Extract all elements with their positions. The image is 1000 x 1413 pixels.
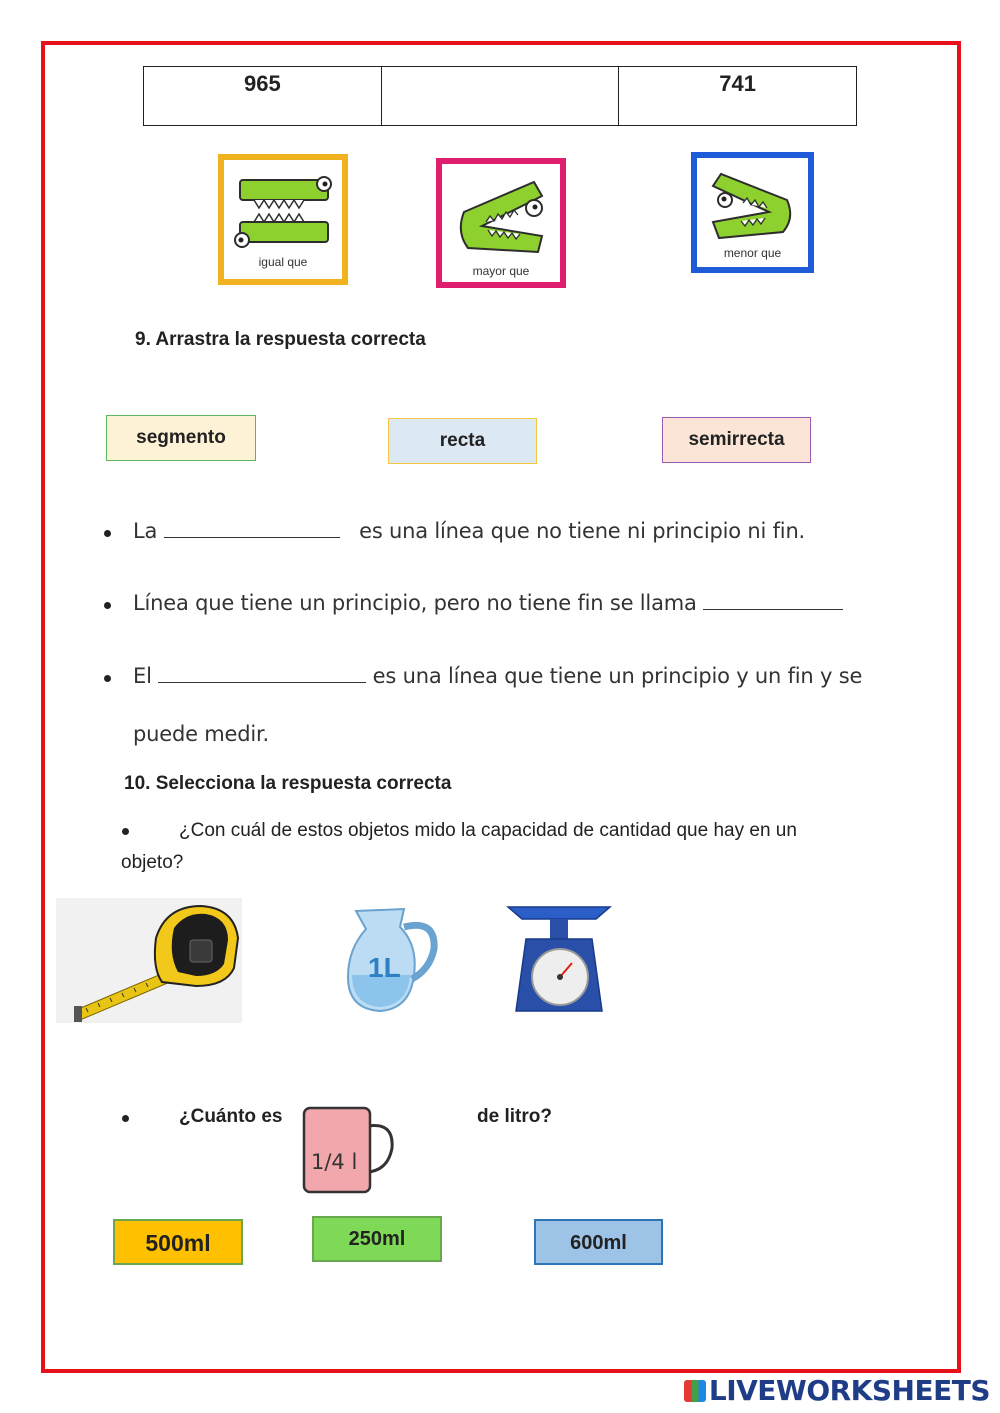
sentence-text: El (133, 664, 152, 688)
liveworksheets-logo (684, 1374, 990, 1407)
right-number: 741 (619, 67, 857, 126)
sentence-3-continuation: puede medir. (133, 722, 270, 746)
bullet (122, 1115, 129, 1122)
drag-option-semirrecta[interactable] (662, 417, 811, 463)
sentence-text: es una línea que tiene un principio y un fin y se (372, 664, 863, 688)
sentence-3 (133, 664, 862, 688)
card-label: igual que (258, 255, 308, 269)
section-10-title: 10. Selecciona la respuesta correcta (124, 773, 452, 794)
card-menor-que[interactable] (691, 152, 814, 273)
crocodile-less-icon (697, 162, 808, 252)
option-tape-measure[interactable] (56, 898, 242, 1023)
tape-measure-icon (56, 898, 242, 1023)
crocodile-greater-icon (442, 170, 560, 266)
option-kitchen-scale[interactable] (506, 903, 612, 1018)
drag-option-segmento[interactable] (106, 415, 256, 461)
drag-option-label: recta (439, 430, 486, 451)
card-igual-que[interactable] (218, 154, 348, 285)
drag-option-recta[interactable] (388, 418, 537, 464)
question-1-line-1: ¿Con cuál de estos objetos mido la capacidad de cantidad que hay en un (179, 820, 797, 841)
answer-500ml[interactable] (113, 1219, 243, 1265)
card-label: mayor que (472, 264, 530, 278)
sentence-text: La (133, 519, 158, 543)
comparison-drop-slot[interactable] (381, 67, 619, 126)
answer-label: 250ml (348, 1228, 406, 1250)
answer-250ml[interactable] (312, 1216, 442, 1262)
sentence-text: Línea que tiene un principio, pero no tiene fin se llama (133, 591, 697, 615)
drag-option-label: segmento (136, 427, 226, 448)
card-mayor-que[interactable] (436, 158, 566, 288)
quarter-liter-mug (302, 1104, 398, 1194)
option-jug[interactable] (344, 905, 440, 1015)
kitchen-scale-icon (506, 903, 612, 1018)
bullet (122, 828, 129, 835)
drop-blank-3[interactable] (158, 664, 366, 683)
drag-option-label: semirrecta (688, 429, 785, 450)
jug-label: 1L (368, 952, 401, 983)
bullet (104, 675, 111, 682)
answer-label: 500ml (145, 1230, 211, 1256)
svg-text:1/4 l: 1/4 l (311, 1150, 358, 1174)
logo-text: LIVEWORKSHEETS (708, 1374, 990, 1407)
question-1-line-2: objeto? (121, 852, 184, 873)
left-number: 965 (144, 67, 382, 126)
answer-600ml[interactable] (534, 1219, 663, 1265)
drop-blank-2[interactable] (703, 591, 843, 610)
question-2-prefix: ¿Cuánto es (179, 1106, 283, 1127)
question-2-suffix: de litro? (477, 1106, 552, 1127)
jug-icon (344, 905, 440, 1015)
drop-blank-1[interactable] (164, 519, 340, 538)
card-label: menor que (723, 246, 782, 260)
answer-label: 600ml (570, 1232, 627, 1254)
mug-icon (302, 1104, 398, 1194)
comparison-table (143, 66, 857, 126)
sentence-text: es una línea que no tiene ni principio ni fin. (359, 519, 806, 543)
section-9-title: 9. Arrastra la respuesta correcta (135, 329, 426, 350)
logo-icon (684, 1380, 706, 1402)
sentence-2 (133, 591, 843, 615)
sentence-1 (133, 519, 805, 543)
bullet (104, 530, 111, 537)
crocodile-equal-icon (224, 164, 342, 260)
bullet (104, 602, 111, 609)
